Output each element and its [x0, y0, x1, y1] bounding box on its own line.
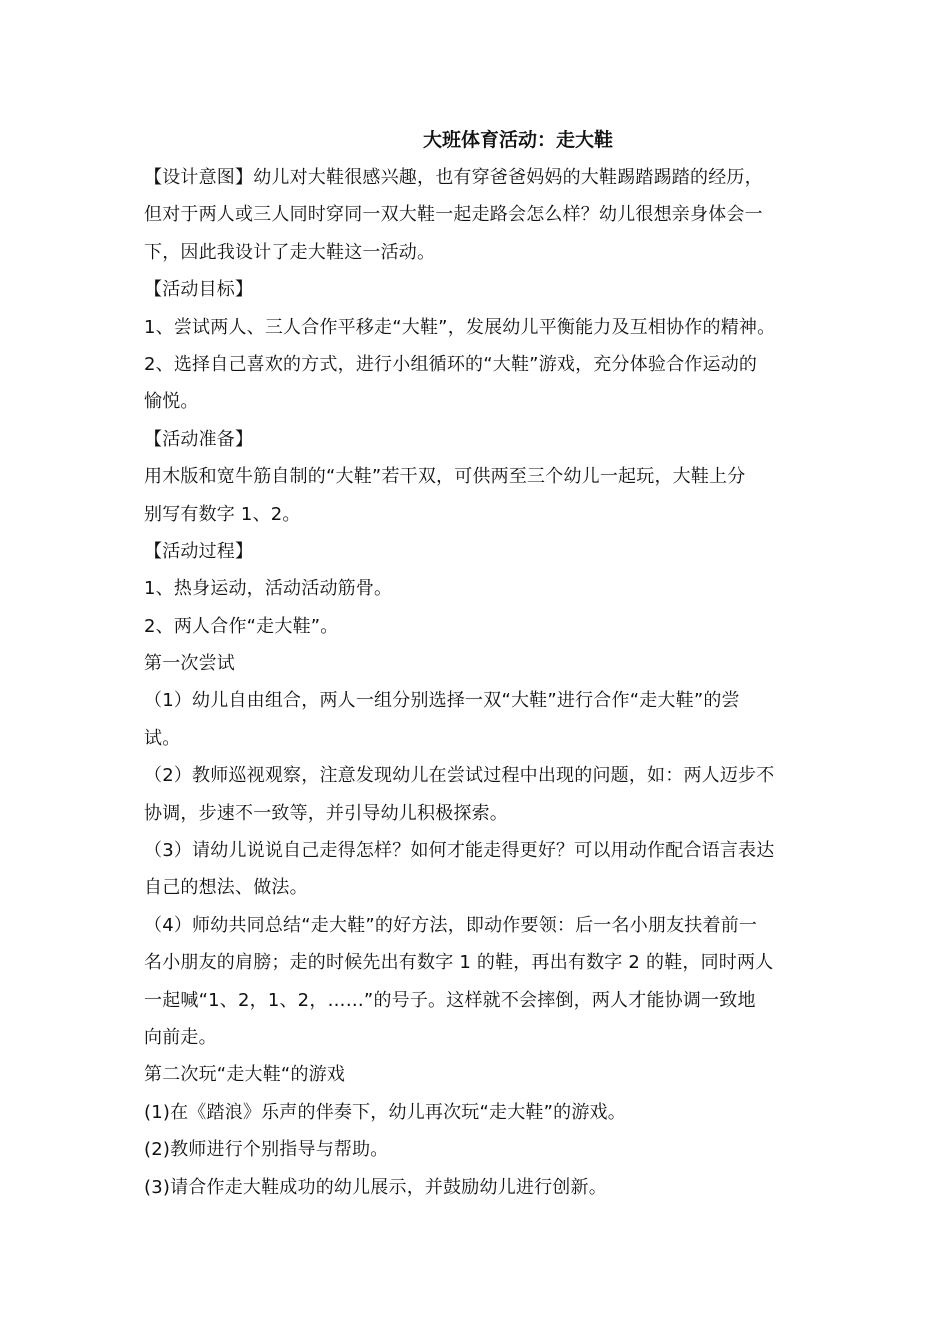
paragraph-line: 向前走。: [144, 1026, 217, 1048]
paragraph-line: 别写有数字 1、2。: [144, 503, 301, 525]
subheading: 第一次尝试: [144, 653, 235, 675]
paragraph-line: 1、尝试两人、三人合作平移走“大鞋”，发展幼儿平衡能力及互相协作的精神。: [144, 316, 776, 338]
paragraph-line: 一起喊“1、2，1、2，……”的号子。这样就不会摔倒，两人才能协调一致地: [144, 989, 756, 1011]
paragraph-line: 名小朋友的肩膀；走的时候先出有数字 1 的鞋，再出有数字 2 的鞋，同时两人: [144, 952, 774, 974]
paragraph-line: 愉悦。: [144, 391, 199, 413]
section-heading: 【活动目标】: [144, 279, 254, 301]
paragraph-line: （3）请幼儿说说自己走得怎样？如何才能走得更好？可以用动作配合语言表达: [144, 840, 775, 862]
paragraph-line: 2、两人合作“走大鞋”。: [144, 615, 339, 637]
paragraph-line: 试。: [144, 727, 181, 749]
paragraph-line: (3)请合作走大鞋成功的幼儿展示，并鼓励幼儿进行创新。: [144, 1176, 607, 1198]
section-heading: 【活动过程】: [144, 540, 254, 562]
paragraph-line: 2、选择自己喜欢的方式，进行小组循环的“大鞋”游戏，充分体验合作运动的: [144, 353, 758, 375]
subheading: 第二次玩“走大鞋“的游戏: [144, 1064, 346, 1086]
document-body: [144, 122, 814, 1206]
paragraph-line: 自己的想法、做法。: [144, 877, 308, 899]
paragraph-line: (1)在《踏浪》乐声的伴奏下，幼儿再次玩“走大鞋”的游戏。: [144, 1101, 626, 1123]
section-heading: 【活动准备】: [144, 428, 254, 450]
paragraph-line: (2)教师进行个别指导与帮助。: [144, 1139, 389, 1161]
paragraph-line: 下，因此我设计了走大鞋这一活动。: [144, 241, 436, 263]
paragraph-line: （2）教师巡视观察，注意发现幼儿在尝试过程中出现的问题，如：两人迈步不: [144, 765, 775, 787]
paragraph-line: 协调，步速不一致等，并引导幼儿积极探索。: [144, 802, 508, 824]
paragraph-line: 1、热身运动，活动活动筋骨。: [144, 578, 393, 600]
paragraph-line: 【设计意图】幼儿对大鞋很感兴趣，也有穿爸爸妈妈的大鞋踢踏踢踏的经历，: [144, 167, 763, 188]
document-title: 大班体育活动：走大鞋: [422, 129, 613, 151]
paragraph-line: （1）幼儿自由组合，两人一组分别选择一双“大鞋”进行合作“走大鞋”的尝: [144, 690, 740, 712]
paragraph-line: （4）师幼共同总结“走大鞋”的好方法，即动作要领：后一名小朋友扶着前一: [144, 914, 758, 936]
paragraph-line: 但对于两人或三人同时穿同一双大鞋一起走路会怎么样？幼儿很想亲身体会一: [144, 204, 763, 226]
paragraph-line: 用木版和宽牛筋自制的“大鞋”若干双，可供两至三个幼儿一起玩，大鞋上分: [144, 466, 746, 488]
